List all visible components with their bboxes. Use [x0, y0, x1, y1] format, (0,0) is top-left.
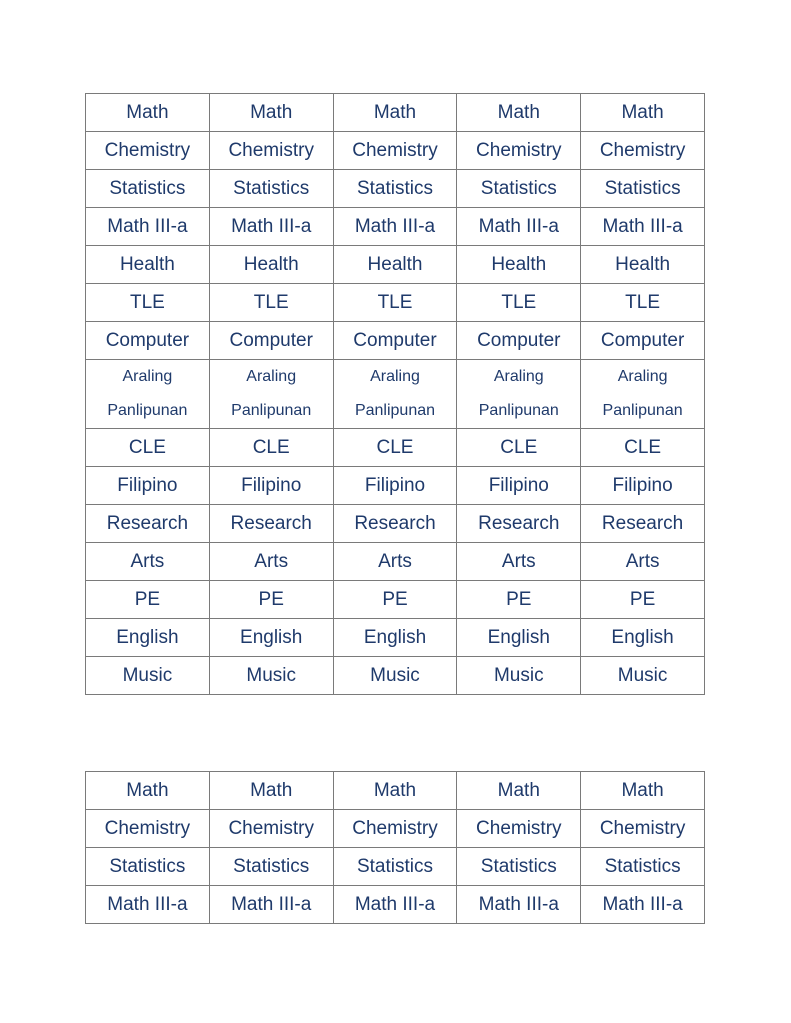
- subject-cell: English: [86, 619, 210, 657]
- subject-cell: Computer: [581, 322, 705, 360]
- subject-cell: Music: [86, 657, 210, 695]
- subject-cell-line: Panlipunan: [602, 402, 683, 419]
- subject-cell: TLE: [209, 284, 333, 322]
- subject-cell: Filipino: [581, 467, 705, 505]
- table-row: [86, 581, 705, 619]
- subject-cell: Computer: [333, 322, 457, 360]
- subject-cell: Statistics: [581, 170, 705, 208]
- subject-cell-line: Panlipunan: [478, 402, 559, 419]
- subject-cell: Math III-a: [333, 886, 457, 924]
- subject-cell: Health: [581, 246, 705, 284]
- subject-cell: Statistics: [86, 170, 210, 208]
- subject-cell: Math III-a: [209, 208, 333, 246]
- subject-cell: English: [581, 619, 705, 657]
- subject-cell: Chemistry: [457, 132, 581, 170]
- subject-cell: PE: [209, 581, 333, 619]
- subject-cell: Chemistry: [581, 810, 705, 848]
- subject-cell: TLE: [333, 284, 457, 322]
- subject-cell: English: [333, 619, 457, 657]
- subject-cell: CLE: [457, 429, 581, 467]
- subject-cell: TLE: [86, 284, 210, 322]
- subject-cell: Computer: [457, 322, 581, 360]
- table-row: [86, 322, 705, 360]
- table-row: [86, 170, 705, 208]
- subject-cell-line: Panlipunan: [231, 402, 312, 419]
- subject-cell: Arts: [333, 543, 457, 581]
- subject-cell: Health: [209, 246, 333, 284]
- table-row: [86, 848, 705, 886]
- table-row: [86, 208, 705, 246]
- subject-cell: English: [209, 619, 333, 657]
- subject-cell: Math: [581, 772, 705, 810]
- subject-cell: Computer: [209, 322, 333, 360]
- subject-cell: Music: [333, 657, 457, 695]
- subject-cell: Statistics: [457, 848, 581, 886]
- subject-cell: Math: [457, 94, 581, 132]
- subject-cell: Statistics: [86, 848, 210, 886]
- subject-cell: Arts: [209, 543, 333, 581]
- subject-cell: TLE: [457, 284, 581, 322]
- table-row: [86, 132, 705, 170]
- table-row: [86, 886, 705, 924]
- subject-cell-line: Araling: [493, 368, 544, 385]
- subject-cell: English: [457, 619, 581, 657]
- subject-cell: Health: [86, 246, 210, 284]
- table-row: [86, 246, 705, 284]
- subject-cell: Research: [209, 505, 333, 543]
- subject-cell: Statistics: [209, 170, 333, 208]
- subject-cell: CLE: [581, 429, 705, 467]
- subject-cell: Math III-a: [86, 208, 210, 246]
- subject-cell: PE: [86, 581, 210, 619]
- subject-cell: Math: [457, 772, 581, 810]
- subject-cell: Chemistry: [333, 810, 457, 848]
- subject-cell: Chemistry: [86, 810, 210, 848]
- subject-cell: Chemistry: [333, 132, 457, 170]
- subject-cell: Research: [457, 505, 581, 543]
- subject-cell: Math III-a: [209, 886, 333, 924]
- table-row: [86, 772, 705, 810]
- subject-table-1: [85, 93, 705, 695]
- subject-cell: Research: [581, 505, 705, 543]
- table-row: [86, 94, 705, 132]
- subject-cell: TLE: [581, 284, 705, 322]
- subject-cell: Music: [209, 657, 333, 695]
- subject-cell: Math: [209, 94, 333, 132]
- table-row: [86, 543, 705, 581]
- subject-cell: CLE: [333, 429, 457, 467]
- subject-cell: Arts: [581, 543, 705, 581]
- subject-cell: CLE: [86, 429, 210, 467]
- subject-cell: Statistics: [209, 848, 333, 886]
- table-row: [86, 467, 705, 505]
- subject-cell: [86, 360, 210, 429]
- table-row: [86, 657, 705, 695]
- subject-cell: [457, 360, 581, 429]
- subject-cell: Math III-a: [457, 208, 581, 246]
- subject-cell: Arts: [457, 543, 581, 581]
- subject-cell: Statistics: [457, 170, 581, 208]
- table-row: [86, 810, 705, 848]
- subject-cell: PE: [457, 581, 581, 619]
- subject-cell: CLE: [209, 429, 333, 467]
- subject-cell: Research: [86, 505, 210, 543]
- subject-cell: Health: [333, 246, 457, 284]
- subject-cell: Math III-a: [457, 886, 581, 924]
- subject-cell-line: Araling: [370, 368, 420, 385]
- subject-cell: Math: [581, 94, 705, 132]
- subject-cell: Math: [209, 772, 333, 810]
- subject-cell: Chemistry: [209, 132, 333, 170]
- table-row: [86, 619, 705, 657]
- table-row: [86, 505, 705, 543]
- subject-cell-line: Araling: [617, 368, 668, 385]
- subject-table-2: [85, 771, 705, 924]
- subject-cell-line: Araling: [246, 368, 297, 385]
- subject-cell: Statistics: [333, 170, 457, 208]
- subject-cell: Music: [581, 657, 705, 695]
- subject-cell-line: Araling: [122, 368, 173, 385]
- subject-cell-line: Panlipunan: [107, 402, 188, 419]
- subject-cell: Research: [333, 505, 457, 543]
- subject-cell: Filipino: [209, 467, 333, 505]
- subject-cell: Health: [457, 246, 581, 284]
- subject-cell: Chemistry: [581, 132, 705, 170]
- table-row: [86, 429, 705, 467]
- subject-cell: PE: [581, 581, 705, 619]
- subject-cell: Filipino: [457, 467, 581, 505]
- subject-cell: Math: [86, 94, 210, 132]
- table-row: [86, 360, 705, 429]
- subject-cell: Math III-a: [581, 208, 705, 246]
- subject-cell: Chemistry: [209, 810, 333, 848]
- subject-cell: [581, 360, 705, 429]
- subject-cell: Math: [86, 772, 210, 810]
- subject-cell: [333, 360, 457, 429]
- subject-cell: [209, 360, 333, 429]
- subject-cell: Math: [333, 772, 457, 810]
- subject-cell: PE: [333, 581, 457, 619]
- subject-cell: Filipino: [333, 467, 457, 505]
- subject-cell: Music: [457, 657, 581, 695]
- subject-cell: Statistics: [333, 848, 457, 886]
- subject-cell: Chemistry: [457, 810, 581, 848]
- subject-cell: Statistics: [581, 848, 705, 886]
- subject-cell: Filipino: [86, 467, 210, 505]
- subject-cell: Computer: [86, 322, 210, 360]
- subject-cell: Chemistry: [86, 132, 210, 170]
- subject-cell-line: Panlipunan: [354, 402, 436, 419]
- subject-cell: Arts: [86, 543, 210, 581]
- subject-cell: Math III-a: [86, 886, 210, 924]
- subject-cell: Math III-a: [581, 886, 705, 924]
- subject-cell: Math: [333, 94, 457, 132]
- table-row: [86, 284, 705, 322]
- subject-cell: Math III-a: [333, 208, 457, 246]
